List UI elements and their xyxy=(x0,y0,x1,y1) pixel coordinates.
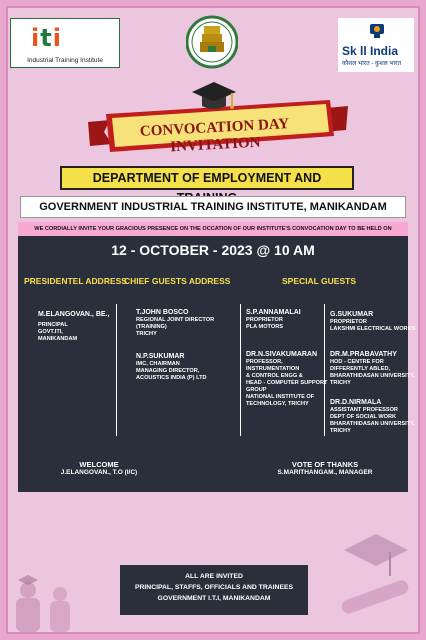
guest-detail: MANIKANDAM xyxy=(38,336,78,342)
guest-name: N.P.SUKUMAR xyxy=(136,353,185,360)
guest-detail: PROPRIETOR xyxy=(246,317,283,323)
iti-logo-caption: Industrial Training Institute xyxy=(27,57,103,64)
guest-detail: HOD - CENTRE FOR xyxy=(330,359,384,365)
vote-of-thanks-name: S.MARITHANGAM., MANAGER xyxy=(277,469,373,476)
iti-logo xyxy=(10,18,120,68)
special-guest-block xyxy=(246,350,327,408)
welcome-title: WELCOME xyxy=(79,460,119,469)
guest-name: S.P.ANNAMALAI xyxy=(246,309,301,316)
institute-title: GOVERNMENT INDUSTRIAL TRAINING INSTITUTE, MANIKANDAM xyxy=(20,196,406,218)
guest-detail: MANAGING DIRECTOR, xyxy=(136,368,200,374)
banner-title: CONVOCATION DAY INVITATION xyxy=(139,116,290,156)
guest-detail: GROUP xyxy=(246,387,267,393)
guest-detail: TRICHY xyxy=(136,331,157,337)
skill-india-subtext: कौशल भारत - कुशल भारत xyxy=(342,61,402,67)
skill-india-logo xyxy=(338,18,414,72)
special-guest-block xyxy=(330,310,415,333)
special-guest-block xyxy=(246,308,301,331)
footer-line: ALL ARE INVITED xyxy=(185,573,243,580)
guest-detail: TECHNOLOGY, TRICHY xyxy=(246,401,309,407)
skill-india-icon xyxy=(368,20,386,40)
guest-detail: PROPRIETOR xyxy=(330,319,367,325)
tamil-nadu-emblem xyxy=(186,12,238,72)
chief-guest-block xyxy=(136,308,214,338)
guest-detail: HEAD - COMPUTER SUPPORT xyxy=(246,380,328,386)
graduates-silhouette-decoration xyxy=(8,560,108,632)
guest-detail: PROFESSOR, xyxy=(246,359,283,365)
guest-name: DR.D.NIRMALA xyxy=(330,399,382,406)
column-divider xyxy=(240,304,241,436)
iti-logo-mark: iti xyxy=(31,24,62,52)
footer-line: PRINCIPAL, STAFFS, OFFICIALS AND TRAINEES xyxy=(134,584,294,591)
invitation-panel xyxy=(18,222,416,492)
guest-detail: NATIONAL INSTITUTE OF xyxy=(246,394,315,400)
guest-detail: DIFFERENTLY ABLED, xyxy=(330,366,391,372)
guest-detail: BHARATHIDASAN UNIVERSITY, xyxy=(330,373,415,379)
department-title: DEPARTMENT OF EMPLOYMENT AND xyxy=(60,166,354,190)
guest-detail: IMC, CHAIRMAN xyxy=(136,361,180,367)
guest-detail: (TRAINING) xyxy=(136,324,167,330)
guest-detail: & CONTROL ENGG & xyxy=(246,373,303,379)
guest-name: G.SUKUMAR xyxy=(330,311,374,318)
diploma-scroll-decoration xyxy=(330,520,416,630)
guest-detail: GOVT.ITI, xyxy=(38,329,63,335)
footer-invite xyxy=(120,565,308,615)
chief-guest-block xyxy=(136,352,207,382)
guest-detail: INSTRUMENTATION xyxy=(246,366,300,372)
presidential-heading: PRESIDENTEL ADDRESS xyxy=(24,276,127,286)
vote-of-thanks-title: VOTE OF THANKS xyxy=(291,460,359,469)
footer-line: GOVERNMENT I.T.I, MANIKANDAM xyxy=(157,595,271,602)
guest-detail: TRICHY xyxy=(330,380,351,386)
vote-of-thanks-block xyxy=(250,460,400,476)
guest-name: DR.M.PRABAVATHY xyxy=(330,351,397,358)
guest-detail: ASSISTANT PROFESSOR xyxy=(330,407,398,413)
guest-detail: PRINCIPAL xyxy=(38,322,68,328)
event-date: 12 - OCTOBER - 2023 @ 10 AM xyxy=(111,242,315,258)
guest-detail: BHARATHIDASAN UNIVERSITY, xyxy=(330,421,415,427)
welcome-name: J.ELANGOVAN., T.O (I/C) xyxy=(60,469,138,476)
invite-line: WE CORDIALLY INVITE YOUR GRACIOUS PRESENCE ON THE OCCATION OF OUR INSTITUTE'S CONVOCATION DAY TO BE HELD ON xyxy=(18,222,408,236)
guest-detail: LAKSHMI ELECTRICAL WORKS xyxy=(330,326,416,332)
chief-guests-heading: CHIEF GUESTS ADDRESS xyxy=(124,276,231,286)
presidential-block xyxy=(38,310,109,343)
guest-detail: REGIONAL JOINT DIRECTOR xyxy=(136,317,215,323)
special-guest-block xyxy=(330,350,415,387)
special-guest-block xyxy=(330,398,415,435)
guest-detail: ACOUSTICS INDIA (P) LTD xyxy=(136,375,207,381)
column-divider xyxy=(116,304,117,436)
guest-detail: PLA MOTORS xyxy=(246,324,283,330)
guest-name: DR.N.SIVAKUMARAN xyxy=(246,351,318,358)
guest-detail: DEPT OF SOCIAL WORK xyxy=(330,414,397,420)
welcome-block xyxy=(24,460,174,476)
guest-detail: TRICHY xyxy=(330,428,351,434)
graduation-cap-icon xyxy=(190,80,238,114)
skill-india-text: Sk ll India xyxy=(342,44,399,58)
guest-name: M.ELANGOVAN., BE., xyxy=(38,311,110,318)
guest-name: T.JOHN BOSCO xyxy=(136,309,189,316)
special-guests-heading: SPECIAL GUESTS xyxy=(282,276,356,286)
